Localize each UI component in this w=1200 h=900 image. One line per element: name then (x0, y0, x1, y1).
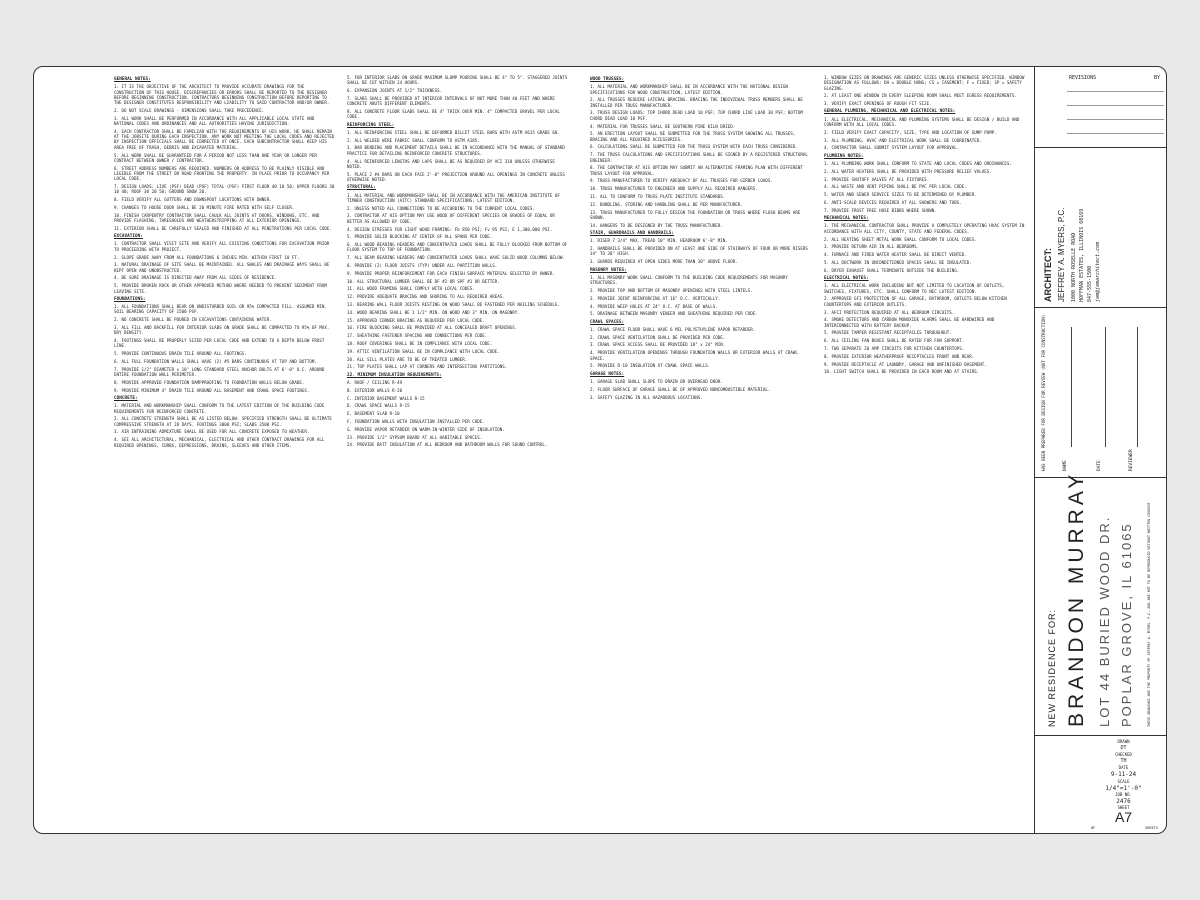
note-item: 9. PROVIDE RECEPTACLE AT LAUNDRY, GARAGE AND UNFINISHED BASEMENT. (824, 361, 987, 367)
revisions-label: REVISIONS (1069, 75, 1097, 81)
note-item: 3. PROVIDE JOINT REINFORCING AT 16" O.C. VERTICALLY. (590, 295, 721, 301)
note-item: 3. ALL WORK SHALL BE PERFORMED IN ACCORDANCE WITH ALL APPLICABLE LOCAL STATE AND NATIONAL CODES AND ORDINANCES AND ALL AUTHORITIES HAVING JURISDICTION. (114, 115, 315, 127)
note-section (114, 297, 336, 393)
note-item: 4. CONTRACTOR SHALL SUBMIT SYSTEM LAYOUT FOR APPROVAL. (824, 145, 960, 151)
note-item: 4. EACH CONTRACTOR SHALL BE FAMILIAR WITH THE REQUIREMENTS OF HIS WORK. HE SHALL REMAIN AT THE JOBSITE DURING EACH INSPECTION. ANY WORK NOT MEETING THE LOCAL CODES AND REJECTED BY INSPECTION OFFICIALS SHALL BE CORRECTED AT ONCE. EACH SUBCONTRACTOR SHALL KEEP HIS AREA FREE OF TRASH, DEBRIS AND EXCAVATED MATERIAL. (114, 128, 335, 150)
note-item: 8. PROVIDE APPROVED FOUNDATION DAMPPROOFING TO FOUNDATION WALLS BELOW GRADE. (114, 379, 305, 385)
note-item: 2. UNLESS NOTED ALL CONNECTIONS TO BE ACCORDING TO THE CURRENT LOCAL CODES. (347, 205, 535, 211)
note-section (347, 185, 569, 369)
note-section-heading: STAIR, GUARDRAILS AND HANDRAILS: (590, 231, 675, 237)
note-item: 2. SLOPE GRADE AWAY FROM ALL FOUNDATIONS 6 INCHES MIN. WITHIN FIRST 10 FT. (114, 254, 300, 260)
notes-column-2 (347, 75, 569, 827)
review-status-note: HAS BEEN PREPARED FOR DESIGN FOR REVIEW (NOT FOR CONSTRUCTION) (1041, 314, 1046, 471)
revisions-box (1035, 67, 1167, 148)
note-item: 4. ALL REINFORCED LENGTHS AND LAPS SHALL BE AS REQUIRED BY ACI 318 UNLESS OTHERWISE NOTED. (347, 158, 555, 169)
note-item: E. BASEMENT SLAB R-10 (347, 411, 400, 417)
note-item: 2. HANDRAILS SHALL BE PROVIDED ON AT LEAST ONE SIDE OF STAIRWAYS OF FOUR OR MORE RISERS 34" TO 38" HIGH. (590, 246, 808, 257)
client-name: BRANDON MURRAY (1065, 470, 1088, 727)
note-section (824, 276, 1029, 375)
reviewer-line (1137, 327, 1138, 447)
note-item: G. PROVIDE VAPOR RETARDER ON WARM-IN-WINTER SIDE OF INSULATION. (347, 426, 505, 432)
note-item: 1. ALL ELECTRICAL WORK INCLUDING BUT NOT LIMITED TO LOCATION OF OUTLETS, SWITCHES, FIXTURES, ETC. SHALL CONFORM TO NEC LATEST EDITION. (824, 283, 1005, 294)
note-section-heading: CRAWL SPACES: (590, 319, 625, 325)
note-item: 6. STREET ADDRESS NUMBERS ARE REQUIRED. NUMBERS OR ADDRESS TO BE PLAINLY VISIBLE AND LEGIBLE FROM THE STREET OR ROAD FRONTING THE PROPERTY. IN PLACE PRIOR TO OCCUPANCY PER LOCAL CODE. (114, 165, 330, 182)
note-section (114, 234, 336, 294)
note-item: A. ROOF / CEILING R-49 (347, 379, 403, 385)
note-item: 10. ALL STRUCTURAL LUMBER SHALL BE DF #2 OR SPF #1 OR BETTER. (347, 278, 500, 284)
note-section-heading: ELECTRICAL NOTES: (824, 276, 869, 282)
architect-box (1035, 147, 1167, 308)
notes-column-4 (824, 75, 1029, 827)
note-item: 9. CHANGES TO HOUSE DOOR SHALL BE 20 MINUTE FIRE RATED WITH SELF CLOSER. (114, 204, 295, 210)
note-item: 5. PROVIDE BROKEN ROCK OR OTHER APPROVED METHOD WHERE NEEDED TO PREVENT SEDIMENT FROM LEAVING SITE. (114, 283, 327, 294)
revision-line (1067, 91, 1164, 92)
note-item: 2. ALL TRUSSES REQUIRE LATERAL BRACING. BRACING THE INDIVIDUAL TRUSS MEMBERS SHALL BE INSTALLED PER TRUSS MANUFACTURER. (590, 97, 803, 108)
note-item: 1. ALL REINFORCING STEEL SHALL BE DEFORMED BILLET STEEL BARS WITH ASTM A615 GRADE 60. (347, 129, 560, 135)
note-item: 20. ALL SILL PLATES ARE TO BE OF TREATED LUMBER. (347, 356, 468, 362)
note-item: 12. BUNDLING, STORING AND HANDLING SHALL BE PER MANUFACTURER. (590, 201, 743, 207)
note-item: 5. PROVIDE SOLID BLOCKING AT CENTER OF ALL SPANS PER CODE. (347, 234, 493, 240)
note-item: 9. TRUSS MANUFACTURER TO VERIFY ADEQUACY OF ALL TRUSSES FOR GIRDER LOADS. (590, 178, 773, 184)
note-item: 5. PROVIDE R-10 INSULATION AT CRAWL SPACE WALLS. (590, 363, 711, 369)
note-item: 2. APPROVED GFI PROTECTION OF ALL GARAGE, BATHROOM, OUTLETS BELOW KITCHEN COUNTERTOPS AND EXTERIOR OUTLETS. (824, 296, 1007, 307)
note-item: 3. ALL PLUMBING, HVAC AND ELECTRICAL WORK SHALL BE COORDINATED. (824, 137, 982, 143)
note-section (347, 123, 569, 183)
note-item: 6. EXPANSION JOINTS AT 1/2" THICKNESS. (347, 88, 443, 94)
sheets-label: SHEETS (1145, 826, 1158, 830)
note-section (347, 373, 569, 448)
note-item: 3. CRAWL SPACE ACCESS SHALL BE PROVIDED 18" x 24" MIN. (590, 342, 726, 348)
note-item: 10. FINISH CARPENTRY CONTRACTOR SHALL CAULK ALL JOINTS AT DOORS, WINDOWS, ETC. AND PROVIDE FLASHING, THRESHOLDS AND WEATHERSTRIPPING AT ALL EXTERIOR OPENINGS. (114, 212, 320, 224)
note-item: 5. FOR INTERIOR SLABS ON GRADE MAXIMUM SLUMP POURING SHALL BE 4" TO 5". STAGGERED JOINTS SHALL BE CUT WITHIN 24 HOURS. (347, 75, 568, 86)
note-item: 3. AFCI PROTECTION REQUIRED AT ALL BEDROOM CIRCUITS. (824, 309, 955, 315)
note-item: 8. FIELD VERIFY ALL GUTTERS AND DOWNSPOUT LOCATIONS WITH OWNER. (114, 197, 272, 203)
note-item: 3. PROVIDE RETURN AIR IN ALL BEDROOMS. (824, 244, 920, 250)
note-item: 7. THE TRUSS CALCULATIONS AND SPECIFICATIONS SHALL BE SIGNED BY A REGISTERED STRUCTURAL ENGINEER. (590, 152, 808, 163)
project-address: LOT 44 BURIED WOOD DR. (1097, 515, 1112, 727)
architect-name: JEFFREY A. MYERS, P.C. (1057, 207, 1066, 302)
architect-address-2: HOFFMAN ESTATES, ILLINOIS 60169 (1079, 208, 1085, 302)
note-section-heading: MECHANICAL NOTES: (824, 216, 869, 222)
project-label: NEW RESIDENCE FOR: (1047, 608, 1057, 727)
note-item: 4. PROVIDE VENTILATION OPENINGS THROUGH FOUNDATION WALLS OR EXTERIOR WALLS AT CRAWL SPACE. (590, 350, 798, 361)
sheet-number: A7 (1114, 809, 1133, 825)
name-line (1071, 327, 1072, 447)
note-item: 3. GUARDS REQUIRED AT OPEN SIDES MORE THAN 30" ABOVE FLOOR. (590, 259, 738, 265)
note-section (590, 268, 810, 317)
job-label: JOB NO. (1115, 792, 1132, 797)
checked-value: TH (1120, 758, 1127, 764)
note-section (824, 216, 1029, 273)
project-box (1035, 470, 1167, 736)
note-item: 13. TRUSS MANUFACTURER TO FULLY DESIGN THE FOUNDATION OR TRUSS WHERE FLUSH BEAMS ARE SHOWN. (590, 209, 801, 220)
note-item: 7. SLABS SHALL BE PROVIDED AT INTERIOR INTERVALS OF NOT MORE THAN 40 FEET AND WHERE CONCRETE ABUTS DIFFERENT ELEMENTS. (347, 95, 555, 107)
note-item: 2. DO NOT SCALE DRAWINGS - DIMENSIONS SHALL TAKE PRECEDENCE. (114, 107, 265, 113)
note-item: 2. CRAWL SPACE VENTILATION SHALL BE PROVIDED PER CODE. (590, 334, 726, 340)
note-item: 1. CRAWL SPACE FLOOR SHALL HAVE 6 MIL POLYETHYLENE VAPOR RETARDER. (590, 326, 756, 332)
architect-label: ARCHITECT: (1043, 248, 1053, 302)
note-item: 4. PROVIDE WEEP HOLES AT 24" O.C. AT BASE OF WALLS. (590, 303, 718, 309)
note-item: 4. FOOTINGS SHALL BE PROPERLY SIZED PER LOCAL CODE AND EXTEND TO A DEPTH BELOW FROST LINE. (114, 338, 325, 349)
revision-line (1067, 105, 1164, 106)
revisions-by-label: BY (1153, 75, 1160, 81)
note-item: 16. FIRE BLOCKING SHALL BE PROVIDED AT ALL CONCEALED DRAFT OPENINGS. (347, 325, 518, 331)
note-item: 2. NO CONCRETE SHALL BE POURED IN EXCAVATIONS CONTAINING WATER. (114, 317, 272, 323)
note-item: 5. AN ERECTION LAYOUT SHALL BE SUBMITTED FOR THE TRUSS SYSTEM SHOWING ALL TRUSSES, BRACING AND ALL REQUIRED ACCESSORIES. (590, 131, 796, 142)
notes-column-1 (114, 75, 336, 827)
note-section (590, 231, 810, 264)
note-item: 3. SAFETY GLAZING IN ALL HAZARDOUS LOCATIONS. (590, 394, 703, 400)
note-item: 1. GARAGE SLAB SHALL SLOPE TO DRAIN OR OVERHEAD DOOR. (590, 378, 723, 384)
note-item: 6. ANTI-SCALD DEVICES REQUIRED AT ALL SHOWERS AND TUBS. (824, 200, 962, 206)
note-section (347, 75, 569, 120)
note-item: 1. IT IS THE OBJECTIVE OF THE ARCHITECT TO PROVIDE ACCURATE DRAWINGS FOR THE CONSTRUCTION OF THIS HOUSE. DISCREPANCIES OR ERRORS SHALL BE REPORTED TO THE DESIGNER BEFORE BEGINNING CONSTRUCTION. CONTRACTORS BEGINNING CONSTRUCTION BEFORE REPORTING TO THE DESIGNER CONSTITUTES RESPONSIBILITY AND LIABILITY TO SAID CONTRACTOR AND/OR OWNER. (114, 84, 330, 106)
copyright-note: THESE DRAWINGS ARE THE PROPERTY OF JEFFREY A. MYERS, P.C. AND ARE NOT TO BE REPRODUCED WITHOUT WRITTEN CONSENT (1147, 502, 1151, 727)
note-item: 6. ALL WOOD BEARING HEADERS AND CONCENTRATED LOADS SHALL BE FULLY BLOCKED FROM BOTTOM OF FLOOR SYSTEM TO TOP OF FOUNDATION. (347, 242, 568, 253)
note-item: 10. LIGHT SWITCH SHALL BE PROVIDED IN EACH ROOM AND AT STAIRS. (824, 369, 980, 375)
note-item: 8. THE CONTRACTOR AT HIS OPTION MAY SUBMIT AN ALTERNATIVE FRAMING PLAN WITH DIFFERENT TRUSS LAYOUT FOR APPROVAL. (590, 165, 803, 176)
project-city: POPLAR GROVE, IL 61065 (1119, 522, 1134, 727)
note-item: 3. NATURAL DRAINAGE OF SITE SHALL BE MAINTAINED. ALL SWALES AND DRAINAGE WAYS SHALL BE KEPT OPEN AND UNOBSTRUCTED. (114, 262, 330, 273)
note-item: 3. ALL FILL AND BACKFILL FOR INTERIOR SLABS ON GRADE SHALL BE COMPACTED TO 95% OF MAX. DRY DENSITY. (114, 324, 330, 336)
drawn-label: DRAWN (1117, 739, 1130, 744)
note-section-heading: MASONRY NOTES: (590, 267, 627, 273)
note-section-heading: STRUCTURAL: (347, 185, 376, 191)
note-section-heading: EXCAVATION: (114, 234, 143, 240)
note-section-heading: GARAGE NOTES: (590, 371, 625, 377)
note-item: C. INTERIOR BASEMENT WALLS R-15 (347, 395, 425, 401)
note-section-heading: GENERAL PLUMBING, MECHANICAL AND ELECTRICAL NOTES: (824, 109, 956, 115)
note-item: 1. CONTRACTOR SHALL VISIT SITE AND VERIFY ALL EXISTING CONDITIONS FOR EXCAVATION PRIOR TO PROCEEDING WITH PROJECT. (114, 241, 330, 252)
architect-email: jam@jamarchitect.com (1095, 241, 1101, 302)
note-section (590, 320, 810, 369)
note-item: 3. CONTRACTOR AT HIS OPTION MAY USE WOOD OF DIFFERENT SPECIES OR GRADES OF EQUAL OR BETTER AS ALLOWED BY CODE. (347, 213, 555, 224)
note-item: 12. PROVIDE ADEQUATE BRACING AND SHORING TO ALL REQUIRED AREAS. (347, 294, 505, 300)
note-section-heading: 22. MINIMUM INSULATION REQUIREMENTS: (347, 372, 442, 378)
note-item: 8. PROVIDE (2) FLOOR JOISTS (TYP) UNDER ALL PARTITION WALLS. (347, 263, 498, 269)
note-item: 3. TRUSS DESIGN LOADS: TOP CHORD DEAD LOAD 10 PSF; TOP CHORD LIVE LOAD 30 PSF; BOTTOM CHORD DEAD LOAD 10 PSF. (590, 110, 803, 121)
note-item: 5. PROVIDE CONTINUOUS DRAIN TILE AROUND ALL FOOTINGS. (114, 351, 247, 357)
note-item: 2. FIELD VERIFY EXACT CAPACITY, SIZE, TYPE AND LOCATION OF SUMP PUMP. (824, 129, 997, 135)
note-section (824, 109, 1029, 150)
architect-address-1: 1000 NORTH ROSELLE ROAD (1071, 232, 1077, 302)
note-item: 1. ALL MASONRY WORK SHALL CONFORM TO THE BUILDING CODE REQUIREMENTS FOR MASONRY STRUCTURES. (590, 274, 788, 286)
note-item: 18. ROOF COVERINGS SHALL BE IN COMPLIANCE WITH LOCAL CODE. (347, 340, 493, 346)
note-item: 4. SMOKE DETECTORS AND CARBON MONOXIDE ALARMS SHALL BE HARDWIRED AND INTERCONNECTED WITH BATTERY BACKUP. (824, 317, 995, 328)
note-item: 6. ALL FULL FOUNDATION WALLS SHALL HAVE (2) #5 BARS CONTINUOUS AT TOP AND BOTTOM. (114, 358, 317, 364)
note-item: 1. WINDOW SIZES ON DRAWINGS ARE GENERIC SIZES UNLESS OTHERWISE SPECIFIED. WINDOW DESIGNATION AS FOLLOWS: DH = DOUBLE HUNG; CS = CASEMENT; F = FIXED; SP = SAFETY GLAZING. (824, 75, 1025, 91)
note-item: 4. SEE ALL ARCHITECTURAL, MECHANICAL, ELECTRICAL AND OTHER CONTRACT DRAWINGS FOR ALL REQUIRED OPENINGS, CURBS, DEPRESSIONS, DRAINS, SLEEVES AND OTHER ITEMS. (114, 437, 325, 448)
note-item: 2. ALL HEATING SHEET METAL WORK SHALL CONFORM TO LOCAL CODES. (824, 236, 977, 242)
note-item: 4. ALL WASTE AND VENT PIPING SHALL BE PVC PER LOCAL CODE. (824, 184, 967, 190)
note-item: 5. DRAINAGE BETWEEN MASONRY VENEER AND SHEATHING REQUIRED PER CODE. (590, 311, 758, 317)
note-item: 21. TOP PLATES SHALL LAP AT CORNERS AND INTERSECTING PARTITIONS. (347, 364, 508, 370)
note-item: 6. ALL CEILING FAN BOXES SHALL BE RATED FOR FAN SUPPORT. (824, 338, 965, 344)
notes-column-3 (590, 75, 810, 827)
scale-value: 1/4"=1'-0" (1105, 785, 1142, 792)
revision-line (1067, 133, 1164, 134)
note-item: 11. EXTERIOR SHALL BE CAREFULLY SEALED AND FINISHED AT ALL PENETRATIONS PER LOCAL CODE. (114, 225, 332, 231)
note-item: 3. VERIFY EXACT OPENINGS OF ROUGH FIT SIZE. (824, 101, 932, 107)
of-label: OF (1091, 826, 1096, 830)
note-item: 24. PROVIDE BATT INSULATION AT ALL BEDROOM AND BATHROOM WALLS FOR SOUND CONTROL. (347, 442, 548, 448)
note-item: B. EXTERIOR WALLS R-20 (347, 387, 403, 393)
note-item: 6. CALCULATIONS SHALL BE SUBMITTED FOR THE TRUSS SYSTEM WITH EACH TRUSS CONSIDERED. (590, 144, 798, 150)
note-section-heading: WOOD TRUSSES: (590, 77, 625, 82)
note-item: 8. PROVIDE EXTERIOR WEATHERPROOF RECEPTACLES FRONT AND REAR. (824, 353, 975, 359)
note-section-heading: PLUMBING NOTES: (824, 153, 864, 159)
note-item: 14. WOOD BEARING SHALL BE 1 1/2" MIN. ON WOOD AND 3" MIN. ON MASONRY. (347, 309, 520, 315)
reviewer-label: REVIEWER (1129, 449, 1134, 471)
title-block (1034, 67, 1167, 833)
note-section (824, 75, 1029, 106)
note-item: 8. ALL CONCRETE FLOOR SLABS SHALL BE 4" THICK OVER MIN. 4" COMPACTED GRAVEL PER LOCAL CODE. (347, 108, 560, 120)
note-item: 1. ALL FOUNDATIONS SHALL BEAR ON UNDISTURBED SOIL OR 95% COMPACTED FILL. ASSUMED MIN. SOIL BEARING CAPACITY OF 1500 PSF. (114, 304, 327, 315)
note-item: 9. PROVIDE MINIMUM 4" DRAIN TILE AROUND ALL BASEMENT AND CRAWL SPACE FOOTINGS. (114, 387, 310, 393)
review-status-box (1035, 307, 1167, 478)
architect-phone: 847-555-1500 (1087, 265, 1093, 302)
note-item: 19. ATTIC VENTILATION SHALL BE IN COMPLIANCE WITH LOCAL CODE. (347, 348, 500, 354)
job-value: 2476 (1116, 798, 1131, 805)
date-line (1105, 327, 1106, 447)
note-item: 6. DRYER EXHAUST SHALL TERMINATE OUTSIDE THE BUILDING. (824, 267, 960, 273)
note-item: 7. PROVIDE FROST FREE HOSE BIBBS WHERE SHOWN. (824, 207, 937, 213)
sheet-label: SHEET (1117, 805, 1130, 810)
sheet-info-box (1035, 735, 1167, 833)
note-item: 1. ALL ELECTRICAL, MECHANICAL AND PLUMBING SYSTEMS SHALL BE DESIGN / BUILD AND CONFORM WITH ALL LOCAL CODES. (824, 116, 1020, 128)
note-item: 4. DESIGN STRESSES FOR LIGHT WOOD FRAMING: Fb 850 PSI; Fv 95 PSI; E 1,300,000 PSI. (347, 226, 553, 232)
note-item: 3. BAR BENDING AND PLACEMENT DETAILS SHALL BE IN ACCORDANCE WITH THE MANUAL OF STANDARD PRACTICE FOR DETAILING REINFORCED CONCRETE STRUCTURES. (347, 145, 565, 156)
checked-label: CHECKED (1115, 752, 1132, 757)
note-item: 10. TRUSS MANUFACTURER TO ENGINEER AND SUPPLY ALL REQUIRED HANGERS. (590, 186, 758, 192)
note-item: 1. ALL PLUMBING WORK SHALL CONFORM TO STATE AND LOCAL CODES AND ORDINANCES. (824, 161, 1012, 167)
note-item: 7. PROVIDE 1/2" DIAMETER x 10" LONG STANDARD STEEL ANCHOR BOLTS AT 6'-0" O.C. AROUND ENTIRE FOUNDATION WALL PERIMETER. (114, 366, 325, 378)
note-section-heading: GENERAL NOTES: (114, 77, 151, 82)
scale-label: SCALE (1117, 779, 1130, 784)
note-item: F. FOUNDATION WALLS WITH INSULATION INSTALLED PER CODE. (347, 418, 485, 424)
revision-line (1067, 119, 1164, 120)
drawing-sheet (33, 66, 1167, 834)
note-item: 23. PROVIDE 1/2" GYPSUM BOARD AT ALL HABITABLE SPACES. (347, 434, 483, 440)
note-item: 1. ALL MATERIAL AND WORKMANSHIP SHALL BE IN ACCORDANCE WITH THE NATIONAL DESIGN SPECIFICATIONS FOR WOOD CONSTRUCTION, LATEST EDITION. (590, 84, 788, 95)
note-item: D. CRAWL SPACE WALLS R-15 (347, 403, 410, 409)
note-section (114, 77, 336, 231)
note-item: 2. ALL WATER HEATERS SHALL BE PROVIDED WITH PRESSURE RELIEF VALVES. (824, 168, 992, 174)
note-item: 4. BE SURE DRAINAGE IS DIRECTED AWAY FROM ALL SIDES OF RESIDENCE. (114, 275, 277, 281)
note-item: 11. ALL TO CONFORM TO TRUSS PLATE INSTITUTE STANDARDS. (590, 194, 726, 200)
note-section-heading: REINFORCING STEEL: (347, 122, 395, 128)
note-item: 4. MATERIAL FOR TRUSSES SHALL BE SOUTHERN PINE KILN DRIED. (590, 123, 736, 129)
note-item: 3. PROVIDE SHUTOFF VALVES AT ALL FIXTURES. (824, 176, 930, 182)
note-item: 3. AIR ENTRAINING ADMIXTURE SHALL BE USED FOR ALL CONCRETE EXPOSED TO WEATHER. (114, 429, 310, 435)
note-item: 2. ALL CONCRETE STRENGTH SHALL BE AS LISTED BELOW: SPECIFIED STRENGTH SHALL BE ULTIMATE COMPRESSIVE STRENGTH AT 28 DAYS. FOOTINGS 3000 PSI; SLABS 3500 PSI. (114, 416, 332, 427)
note-item: 14. HANGERS TO BE DESIGNED BY THE TRUSS MANUFACTURER. (590, 222, 723, 228)
note-item: 7. ALL BEAM BEARING HEADERS AND CONCENTRATED LOADS SHALL HAVE SOLID WOOD COLUMNS BELOW. (347, 255, 565, 261)
note-item: 2. PROVIDE TOP AND BOTTOM OF MASONRY OPENINGS WITH STEEL LINTELS. (590, 287, 753, 293)
note-item: 5. ALL WORK SHALL BE GUARANTEED FOR A PERIOD NOT LESS THAN ONE YEAR OR LONGER PER CONTRACT BETWEEN OWNER / CONTRACTOR. (114, 152, 317, 163)
notes-area (34, 67, 1034, 833)
note-item: 11. ALL WOOD FRAMING SHALL COMPLY WITH LOCAL CODES. (347, 286, 475, 292)
note-item: 17. SHEATHING FASTENER SPACING AND CONNECTIONS PER CODE. (347, 333, 488, 339)
note-item: 2. ALL WELDED WIRE FABRIC SHALL CONFORM TO ASTM A185. (347, 137, 480, 143)
note-section (824, 154, 1029, 213)
note-item: 7. DESIGN LOADS: LIVE (PSF) DEAD (PSF) TOTAL (PSF) FIRST FLOOR 40 10 50; UPPER FLOORS 30 10 40; ROOF 30 20 50; GROUND SNOW 20. (114, 184, 335, 195)
note-item: 2. FLOOR SURFACE OF GARAGE SHALL BE OF APPROVED NONCOMBUSTIBLE MATERIAL. (590, 386, 771, 392)
note-section (114, 396, 336, 448)
note-item: 5. PROVIDE TAMPER RESISTANT RECEPTACLES THROUGHOUT. (824, 330, 952, 336)
note-item: 7. TWO SEPARATE 20 AMP CIRCUITS FOR KITCHEN COUNTERTOPS. (824, 345, 965, 351)
note-section (590, 372, 810, 400)
note-item: 5. ALL DUCTWORK IN UNCONDITIONED SPACES SHALL BE INSULATED. (824, 259, 972, 265)
note-item: 1. ALL MATERIAL AND WORKMANSHIP SHALL BE IN ACCORDANCE WITH THE AMERICAN INSTITUTE OF TIMBER CONSTRUCTION (AITC) STANDARD SPECIFICATIONS, LATEST EDITION. (347, 192, 560, 203)
note-item: 5. PLACE 2 #4 BARS ON EACH FACE 2'-0" PROJECTION AROUND ALL OPENINGS IN CONCRETE UNLESS OTHERWISE NOTED. (347, 171, 565, 182)
note-item: 4. FURNACE AND FIRED WATER HEATER SHALL BE DIRECT VENTED. (824, 252, 967, 258)
note-item: 9. PROVIDE PROPER REINFORCEMENT FOR EACH FINISH SURFACE MATERIAL SELECTED BY OWNER. (347, 270, 555, 276)
note-item: 5. WATER AND SEWER SERVICE SIZES TO BE DETERMINED BY PLUMBER. (824, 192, 977, 198)
note-item: 1. THE MECHANICAL CONTRACTOR SHALL PROVIDE A COMPLETELY OPERATING HVAC SYSTEM IN ACCORDANCE WITH ALL CITY, COUNTY, STATE AND FEDERAL CODES. (824, 223, 1025, 234)
note-item: 13. BEARING WALL FLOOR JOISTS RESTING ON WOOD SHALL BE FASTENED PER NAILING SCHEDULE. (347, 302, 560, 307)
date-value: 9-11-24 (1110, 771, 1137, 778)
note-section (590, 77, 810, 228)
note-section-heading: CONCRETE: (114, 395, 138, 401)
note-item: 1. MATERIAL AND WORKMANSHIP SHALL CONFORM TO THE LATEST EDITION OF THE BUILDING CODE REQUIREMENTS FOR REINFORCED CONCRETE. (114, 403, 325, 414)
note-section-heading: FOUNDATIONS: (114, 296, 146, 302)
name-label: NAME (1063, 460, 1068, 471)
note-item: 1. RISER 7 3/4" MAX. TREAD 10" MIN. HEADROOM 6'-8" MIN. (590, 238, 728, 244)
note-item: 15. APPROVED CORNER BRACING AS REQUIRED PER LOCAL CODE. (347, 317, 485, 323)
drawn-value: DT (1120, 745, 1127, 751)
date-label: DATE (1097, 460, 1102, 471)
date-value-label: DATE (1118, 765, 1129, 770)
note-item: 2. AT LEAST ONE WINDOW IN EVERY SLEEPING ROOM SHALL MEET EGRESS REQUIREMENTS. (824, 93, 1017, 99)
